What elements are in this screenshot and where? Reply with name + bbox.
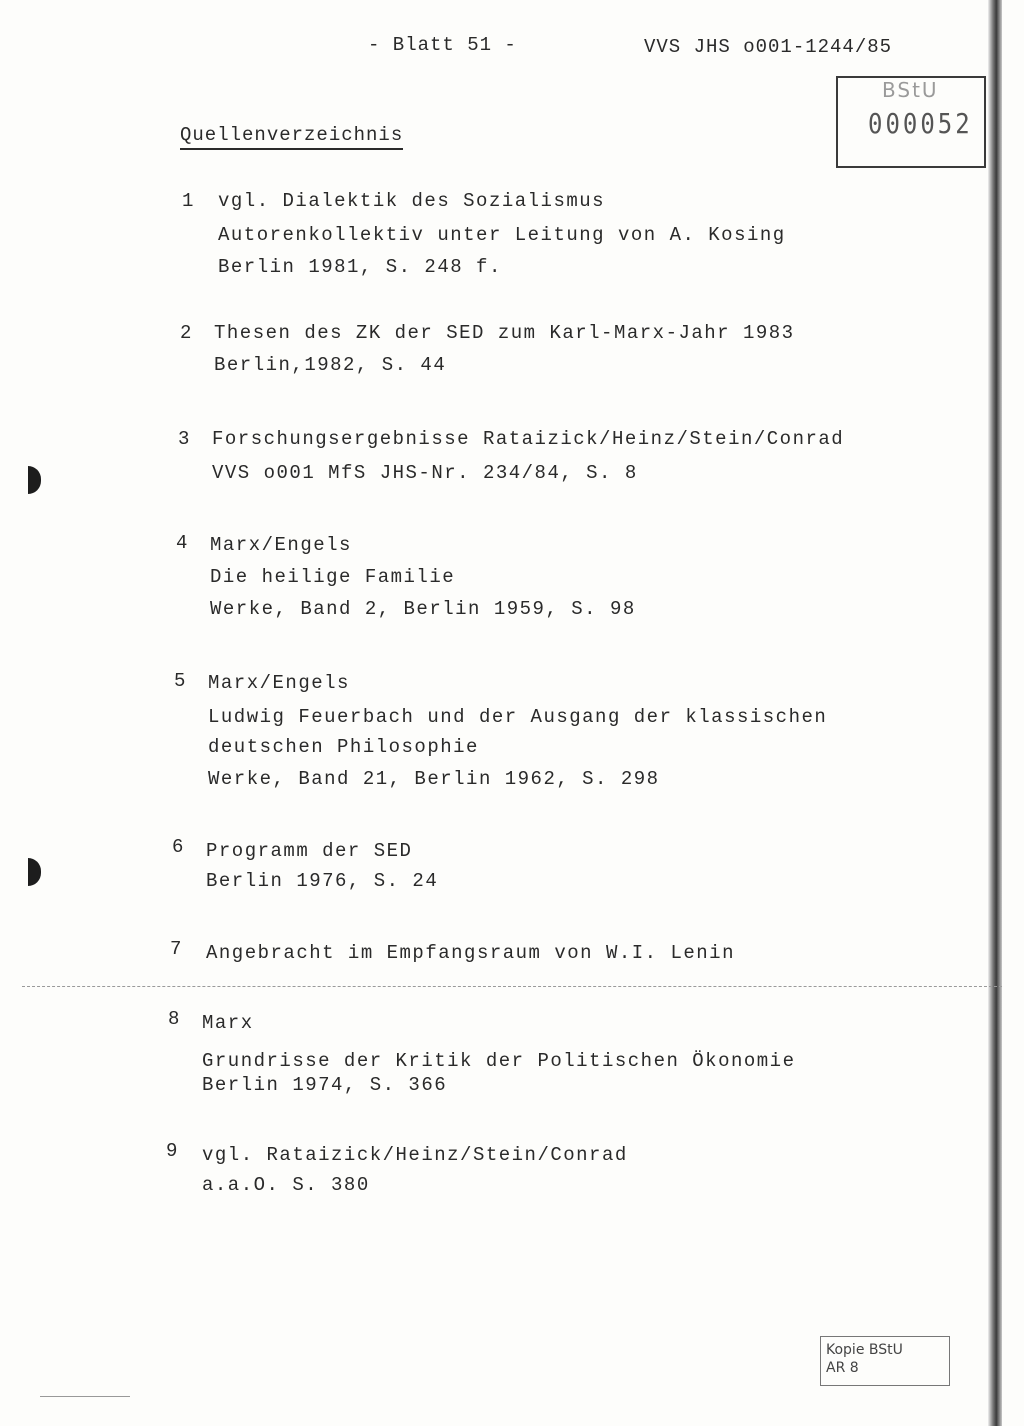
copy-stamp-label: Kopie BStU [826, 1342, 903, 1358]
copy-stamp-archive: AR 8 [826, 1360, 859, 1376]
entry-line: Programm der SED [206, 840, 413, 862]
page-number: - Blatt 51 - [368, 34, 517, 56]
entry-line: VVS o001 MfS JHS-Nr. 234/84, S. 8 [212, 462, 638, 484]
scan-mark [40, 1396, 130, 1397]
entry-line: deutschen Philosophie [208, 736, 479, 758]
entry-number: 1 [182, 190, 195, 212]
entry-line: vgl. Dialektik des Sozialismus [218, 190, 606, 212]
entry-number: 9 [166, 1140, 179, 1162]
entry-line: Marx/Engels [210, 534, 352, 556]
entry-number: 3 [178, 428, 191, 450]
scan-fold-line [22, 986, 1002, 987]
entry-line: Die heilige Familie [210, 566, 456, 588]
entry-number: 2 [180, 322, 193, 344]
entry-line: Forschungsergebnisse Rataizick/Heinz/Stein/Conrad [212, 428, 845, 450]
entry-number: 4 [176, 532, 189, 554]
entry-line: Werke, Band 21, Berlin 1962, S. 298 [208, 768, 660, 790]
entry-line: Berlin,1982, S. 44 [214, 354, 447, 376]
entry-line: Thesen des ZK der SED zum Karl-Marx-Jahr 1983 [214, 322, 795, 344]
entry-line: Marx/Engels [208, 672, 350, 694]
page-title: Quellenverzeichnis [180, 124, 403, 150]
entry-line: Grundrisse der Kritik der Politischen Ökonomie [202, 1050, 796, 1072]
entry-line: Berlin 1976, S. 24 [206, 870, 439, 892]
entry-number: 6 [172, 836, 185, 858]
scan-edge-shadow [988, 0, 1002, 1426]
entry-line: Berlin 1981, S. 248 f. [218, 256, 502, 278]
punch-hole-mark [28, 858, 41, 886]
entry-line: a.a.O. S. 380 [202, 1174, 370, 1196]
entry-line: Berlin 1974, S. 366 [202, 1074, 448, 1096]
entry-number: 8 [168, 1008, 181, 1030]
entry-line: Werke, Band 2, Berlin 1959, S. 98 [210, 598, 636, 620]
entry-line: Marx [202, 1012, 254, 1034]
entry-line: Angebracht im Empfangsraum von W.I. Lenin [206, 942, 735, 964]
archive-stamp-number: 000052 [868, 107, 973, 141]
entry-line: Ludwig Feuerbach und der Ausgang der klassischen [208, 706, 828, 728]
entry-number: 5 [174, 670, 187, 692]
entry-number: 7 [170, 938, 183, 960]
entry-line: Autorenkollektiv unter Leitung von A. Kosing [218, 224, 786, 246]
punch-hole-mark [28, 466, 41, 494]
archive-stamp-org: BStU [882, 78, 939, 102]
document-reference: VVS JHS o001-1244/85 [644, 36, 893, 58]
entry-line: vgl. Rataizick/Heinz/Stein/Conrad [202, 1144, 628, 1166]
